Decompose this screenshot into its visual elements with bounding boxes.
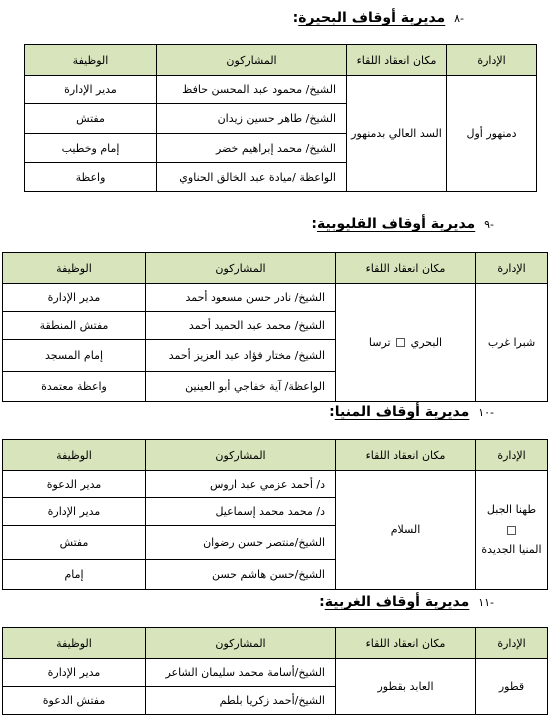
header-participants: المشاركون	[146, 440, 336, 471]
participant-cell: الشيخ/ محمد إبراهيم خضر	[157, 134, 347, 163]
participant-cell: الشيخ/أحمد زكريا بلطم	[146, 687, 336, 715]
department-cell	[476, 284, 548, 402]
header-department: الإدارة	[476, 253, 548, 284]
meeting-place-cell	[336, 284, 476, 402]
section-title: مديرية أوقاف البحيرة	[298, 10, 446, 26]
missing-glyph-icon	[396, 338, 405, 347]
meeting-place-name: السد العالي بدمنهور	[351, 126, 442, 140]
participants-table	[2, 627, 548, 715]
section-heading	[329, 404, 494, 420]
participant-cell: الشيخ/ طاهر حسين زيدان	[157, 104, 347, 134]
section-title: مديرية أوقاف الغربية	[324, 594, 470, 610]
header-job: الوظيفة	[3, 253, 146, 284]
job-cell: إمام	[3, 560, 146, 590]
job-cell: مفتش الدعوة	[3, 687, 146, 715]
header-meeting-place: مكان انعقاد اللقاء	[336, 628, 476, 659]
meeting-place-name: البحري	[410, 335, 443, 349]
header-meeting-place: مكان انعقاد اللقاء	[336, 253, 476, 284]
job-cell: مدير الإدارة	[3, 284, 146, 312]
meeting-place-name: السلام	[390, 523, 421, 536]
job-cell: مدير الدعوة	[3, 471, 146, 498]
participants-table	[24, 44, 537, 192]
header-meeting-place: مكان انعقاد اللقاء	[347, 45, 447, 76]
header-participants: المشاركون	[146, 628, 336, 659]
department-name: دمنهور أول	[466, 126, 517, 140]
job-cell: إمام المسجد	[3, 340, 146, 372]
section-number: -٩	[484, 218, 494, 231]
header-participants: المشاركون	[146, 253, 336, 284]
heading-colon: :	[292, 10, 299, 26]
section-heading	[311, 216, 494, 232]
participant-cell: الشيخ/ نادر حسن مسعود أحمد	[146, 284, 336, 312]
department-name: شبرا غرب	[487, 335, 536, 349]
department-cell	[447, 76, 537, 192]
meeting-place-cell	[336, 471, 476, 590]
participant-cell: الواعظة /ميادة عبد الخالق الحناوي	[157, 163, 347, 192]
meeting-place-name: العابد بقطور	[377, 679, 434, 693]
job-cell: مفتش	[25, 104, 157, 134]
section-number: -١٠	[478, 406, 494, 419]
participant-cell: الشيخ/أسامة محمد سليمان الشاعر	[146, 659, 336, 687]
job-cell: مدير الإدارة	[3, 498, 146, 526]
job-cell: إمام وخطيب	[25, 134, 157, 163]
section-title: مديرية أوقاف المنيا	[334, 404, 470, 420]
header-job: الوظيفة	[25, 45, 157, 76]
job-cell: مفتش	[3, 526, 146, 560]
department-name: قطور	[498, 679, 525, 693]
header-job: الوظيفة	[3, 628, 146, 659]
department-extra: المنيا الجديدة	[481, 543, 542, 556]
participant-cell: الشيخ/منتصر حسن رضوان	[146, 526, 336, 560]
job-cell: مفتش المنطقة	[3, 312, 146, 340]
missing-glyph-icon	[507, 526, 516, 535]
participant-cell: د/ أحمد عزمي عبد اروس	[146, 471, 336, 498]
participant-cell: الواعظة/ آية خفاجي أبو العينين	[146, 372, 336, 402]
participants-table	[2, 252, 548, 402]
header-department: الإدارة	[476, 440, 548, 471]
job-cell: واعظة معتمدة	[3, 372, 146, 402]
meeting-place-cell	[336, 659, 476, 715]
job-cell: مدير الإدارة	[25, 76, 157, 104]
header-job: الوظيفة	[3, 440, 146, 471]
header-meeting-place: مكان انعقاد اللقاء	[336, 440, 476, 471]
header-department: الإدارة	[447, 45, 537, 76]
department-cell	[476, 659, 548, 715]
section-heading	[293, 10, 464, 26]
meeting-place-village: ترسا	[368, 335, 391, 349]
section-title: مديرية أوقاف القليوبية	[317, 216, 476, 232]
job-cell: مدير الإدارة	[3, 659, 146, 687]
meeting-place-cell	[347, 76, 447, 192]
section-heading	[319, 594, 494, 610]
header-department: الإدارة	[476, 628, 548, 659]
job-cell: واعظة	[25, 163, 157, 192]
section-number: -٨	[454, 12, 464, 25]
department-name: طهنا الجبل	[486, 503, 537, 516]
heading-colon: :	[319, 594, 325, 610]
header-participants: المشاركون	[157, 45, 347, 76]
section-number: -١١	[478, 596, 494, 609]
department-cell	[476, 471, 548, 590]
participant-cell: الشيخ/ مختار فؤاد عبد العزيز أحمد	[146, 340, 336, 372]
participant-cell: الشيخ/حسن هاشم حسن	[146, 560, 336, 590]
participants-table	[2, 439, 548, 590]
participant-cell: الشيخ/ محمد عبد الحميد أحمد	[146, 312, 336, 340]
heading-colon: :	[329, 404, 335, 420]
heading-colon: :	[311, 216, 317, 232]
participant-cell: د/ محمد محمد إسماعيل	[146, 498, 336, 526]
participant-cell: الشيخ/ محمود عبد المحسن حافظ	[157, 76, 347, 104]
